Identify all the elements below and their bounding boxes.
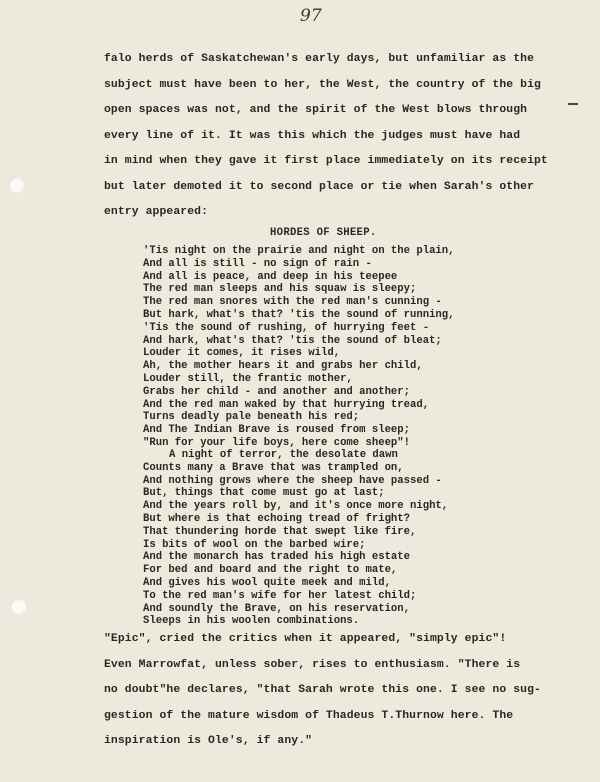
poem-line: And all is still - no sign of rain -: [143, 257, 372, 270]
poem-line: Grabs her child - and another and another;: [143, 385, 411, 398]
text-line: falo herds of Saskatchewan's early days, but unfamiliar as the: [104, 53, 535, 65]
text-line: in mind when they gave it first place immediately on its receipt: [104, 155, 548, 167]
page-number: 97: [300, 6, 322, 26]
poem-stanza-2: [143, 449, 448, 628]
poem-line: 'Tis night on the prairie and night on the plain,: [143, 245, 455, 257]
paragraph-intro: [104, 47, 576, 226]
poem-line: Ah, the mother hears it and grabs her child,: [143, 360, 423, 373]
poem-line: And nothing grows where the sheep have passed -: [143, 474, 442, 487]
poem-line: And gives his wool quite meek and mild,: [143, 576, 391, 589]
text-line: no doubt"he declares, "that Sarah wrote this one. I see no sug-: [104, 684, 541, 696]
text-line: entry appeared:: [104, 206, 209, 218]
poem-title: HORDES OF SHEEP.: [270, 227, 377, 239]
poem-line: But hark, what's that? 'tis the sound of running,: [143, 308, 455, 321]
poem-stanza-1: [143, 245, 455, 450]
paragraph-critics: [104, 627, 576, 755]
poem-line: And the years roll by, and it's once more night,: [143, 500, 449, 513]
text-line: "Epic", cried the critics when it appeared, "simply epic"!: [104, 633, 507, 645]
text-line: open spaces was not, and the spirit of the West blows through: [104, 104, 528, 116]
poem-line: Counts many a Brave that was trampled on,: [143, 461, 404, 474]
poem-line: And all is peace, and deep in his teepee: [143, 270, 398, 283]
poem-line: And hark, what's that? 'tis the sound of bleat;: [143, 334, 442, 347]
poem-line: And the monarch has traded his high estate: [143, 551, 411, 564]
poem-line: And soundly the Brave, on his reservation,: [143, 602, 411, 615]
poem-line: To the red man's wife for her latest child;: [143, 589, 417, 602]
poem-line: The red man sleeps and his squaw is sleepy;: [143, 283, 417, 296]
poem-line: But where is that echoing tread of fright?: [143, 512, 411, 525]
text-line: gestion of the mature wisdom of Thadeus T.Thurnow here. The: [104, 709, 514, 722]
punch-hole-top: [8, 177, 24, 193]
poem-line: Is bits of wool on the barbed wire;: [143, 538, 366, 551]
poem-line: 'Tis the sound of rushing, of hurrying feet -: [143, 321, 430, 334]
punch-hole-bottom: [10, 598, 26, 614]
text-line: Even Marrowfat, unless sober, rises to enthusiasm. "There is: [104, 658, 521, 671]
poem-line: That thundering horde that swept like fire,: [143, 525, 417, 538]
poem-line: Turns deadly pale beneath his red;: [143, 411, 360, 424]
poem-line: And the red man waked by that hurrying tread,: [143, 398, 430, 411]
text-line: but later demoted it to second place or tie when Sarah's other: [104, 180, 535, 193]
poem-line: But, things that come must go at last;: [143, 487, 385, 500]
poem-line: And The Indian Brave is roused from sleep;: [143, 424, 411, 437]
poem-line: The red man snores with the red man's cunning -: [143, 296, 442, 309]
text-line: inspiration is Ole's, if any.": [104, 735, 313, 747]
poem-line: A night of terror, the desolate dawn: [169, 449, 398, 461]
text-line: subject must have been to her, the West, the country of the big: [104, 78, 541, 91]
poem-line: Louder still, the frantic mother,: [143, 372, 353, 385]
margin-dash-mark: [568, 103, 578, 105]
poem-line: Sleeps in his woolen combinations.: [143, 615, 360, 628]
text-line: every line of it. It was this which the judges must have had: [104, 129, 521, 142]
poem-line: Louder it comes, it rises wild,: [143, 347, 341, 360]
poem-line: For bed and board and the right to mate,: [143, 564, 398, 577]
poem-line: "Run for your life boys, here come sheep"!: [143, 436, 411, 449]
